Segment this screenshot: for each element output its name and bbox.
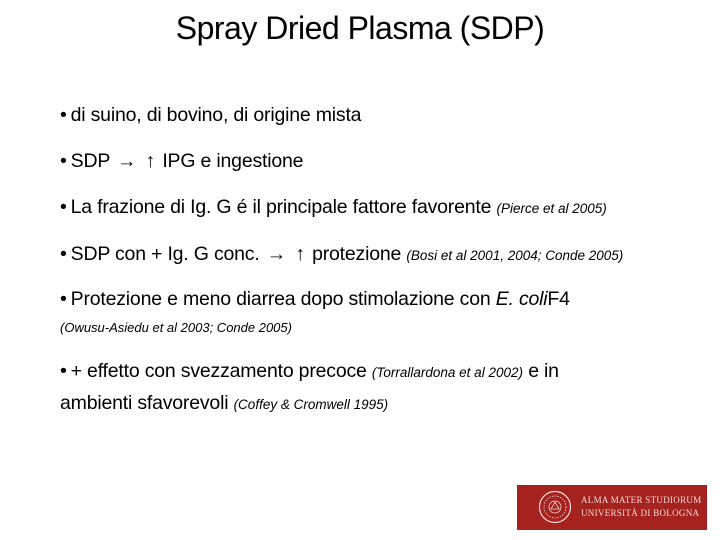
bullet-icon: • [60, 150, 67, 172]
bullet-text: + effetto con svezzamento precoce [70, 360, 367, 382]
university-logo [517, 485, 707, 530]
bullet-item-3 [60, 196, 607, 219]
bullet-text-pre: SDP [70, 150, 110, 172]
logo-line-2: UNIVERSITÀ DI BOLOGNA [581, 508, 700, 518]
bullet-text-suffix: e in [528, 360, 559, 382]
citation: (Torrallardona et al 2002) [371, 365, 523, 380]
bullet-icon: • [60, 360, 67, 382]
bullet-text: di suino, di bovino, di origine mista [70, 104, 362, 126]
citation: (Coffey & Cromwell 1995) [233, 397, 389, 412]
citation: (Bosi et al 2001, 2004; Conde 2005) [406, 248, 624, 263]
bullet-icon: • [60, 243, 67, 265]
arrow-right-icon: → [266, 243, 287, 265]
bullet-item-4 [60, 243, 623, 266]
bullet-item-5 [60, 288, 570, 311]
bullet-item-2 [60, 150, 303, 173]
bullet-text-italic: E. coli [495, 288, 548, 310]
bullet-text: Protezione e meno diarrea dopo stimolazione con [70, 288, 491, 310]
bullet-text-post: protezione [312, 243, 402, 265]
bullet-item-6-continuation [60, 392, 388, 415]
arrow-up-icon: ↑ [145, 150, 156, 172]
bullet-text: La frazione di Ig. G é il principale fattore favorente [70, 196, 492, 218]
arrow-right-icon: → [117, 150, 137, 172]
university-seal-icon [538, 490, 572, 524]
logo-line-1: ALMA MATER STUDIORUM [581, 495, 702, 505]
bullet-text: ambienti sfavorevoli [60, 392, 229, 414]
citation-line: (Owusu-Asiedu et al 2003; Conde 2005) [60, 320, 292, 335]
logo-text [581, 494, 702, 520]
bullet-icon: • [60, 104, 67, 126]
bullet-text-post: IPG e ingestione [162, 150, 304, 172]
bullet-icon: • [60, 196, 67, 218]
bullet-text-suffix: F4 [547, 288, 570, 310]
slide-title: Spray Dried Plasma (SDP) [175, 10, 545, 46]
arrow-up-icon: ↑ [295, 243, 305, 265]
bullet-item-6 [60, 360, 559, 383]
bullet-item-1 [60, 104, 361, 127]
citation: (Pierce et al 2005) [496, 201, 607, 216]
bullet-icon: • [60, 288, 67, 310]
bullet-text-pre: SDP con + Ig. G conc. [70, 243, 260, 265]
